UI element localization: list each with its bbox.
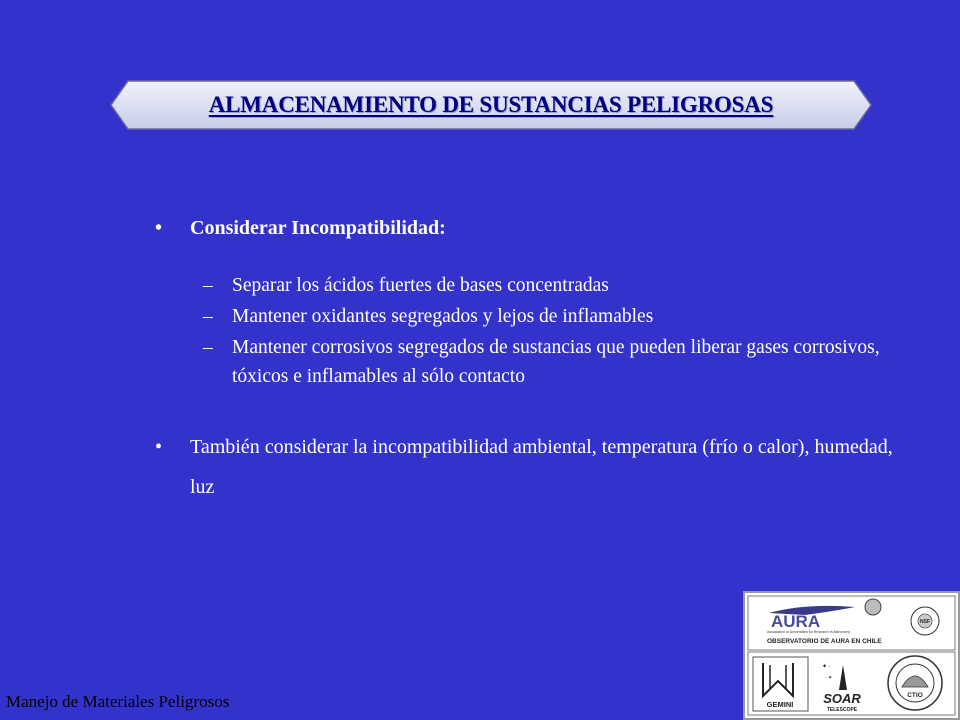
bullet-item: [155, 427, 895, 507]
sub-item-text: Mantener corrosivos segregados de sustancias que pueden liberar gases corrosivos, tóxicos e inflamables al sólo contacto: [232, 337, 880, 387]
dash-icon: –: [203, 275, 213, 296]
soar-label: SOAR: [823, 691, 861, 706]
aura-tagline: Association of Universities for Research in Astronomy: [767, 630, 851, 634]
observatory-label: OBSERVATORIO DE AURA EN CHILE: [767, 638, 882, 645]
bullet-icon: •: [155, 217, 163, 239]
dash-icon: –: [203, 306, 213, 327]
dash-icon: –: [203, 337, 213, 358]
sub-item: [155, 271, 895, 300]
sub-item: [155, 302, 895, 331]
nsf-label: NSF: [920, 619, 930, 625]
aura-wordmark: AURA: [771, 612, 821, 631]
footer-text: Manejo de Materiales Peligrosos: [6, 692, 230, 711]
gemini-label: GEMINI: [766, 700, 794, 709]
page-title: ALMACENAMIENTO DE SUSTANCIAS PELIGROSAS: [208, 92, 774, 117]
logo-graphic: [745, 593, 958, 718]
sub-item-text: Mantener oxidantes segregados y lejos de inflamables: [232, 306, 654, 327]
logo-panel: [743, 591, 960, 720]
bullet-text: También considerar la incompatibilidad ambiental, temperatura (frío o calor), humedad, luz: [190, 436, 893, 498]
title-banner: [110, 80, 872, 130]
bullet-icon: •: [155, 436, 163, 458]
soar-stars-icon: ✦ ·: [822, 664, 831, 670]
ctio-label: CTIO: [907, 692, 923, 699]
slide-content: [155, 214, 895, 507]
bullet-text: Considerar Incompatibilidad:: [190, 217, 446, 239]
sub-item: [155, 333, 895, 391]
sub-list: [155, 271, 895, 391]
soar-stars-icon-2: · ✦: [825, 675, 833, 681]
soar-sub-label: TELESCOPE: [826, 707, 858, 713]
bullet-item: [155, 214, 895, 243]
sub-item-text: Separar los ácidos fuertes de bases concentradas: [232, 275, 609, 296]
aura-planet-icon: [865, 599, 881, 615]
